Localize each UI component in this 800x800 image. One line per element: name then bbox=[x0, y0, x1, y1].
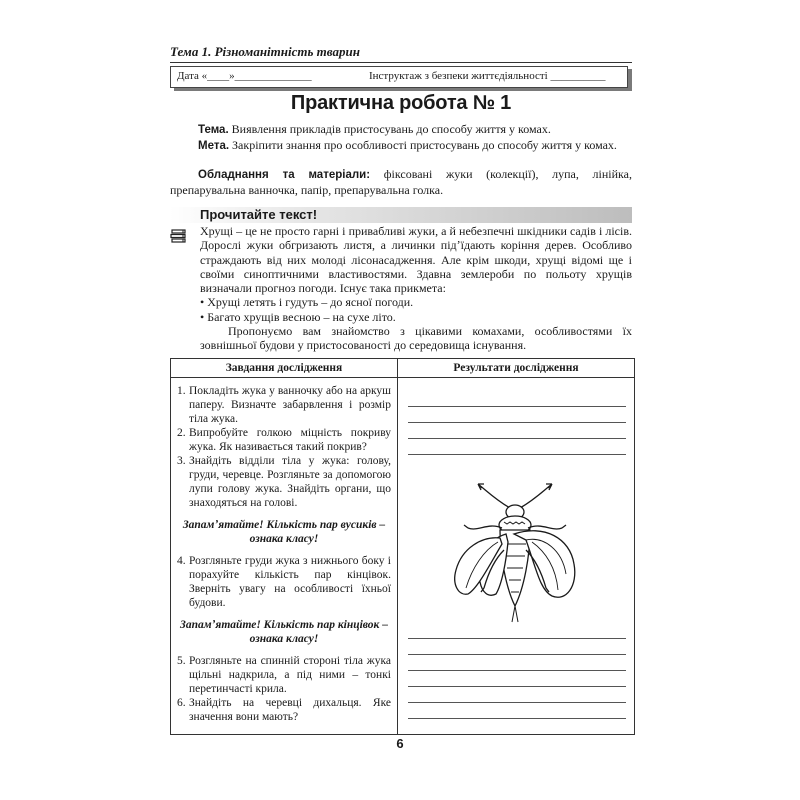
page-number: 6 bbox=[396, 736, 404, 751]
page-title: Практична робота № 1 bbox=[290, 92, 512, 114]
table-header-results: Результати дослідження bbox=[398, 359, 635, 378]
task-number: 1. bbox=[177, 385, 186, 397]
task-item bbox=[177, 384, 391, 426]
task-text: Випробуйте голкою міцність покриву жука. Як називається такий покрив? bbox=[189, 427, 391, 453]
task-text: Розгляньте на спинній стороні тіла жука щільні надкрила, а під ними – тонкі перетинчасті крила. bbox=[189, 655, 391, 695]
task-number: 4. bbox=[177, 555, 186, 567]
theme-text: Виявлення прикладів пристосувань до способу життя у комах. bbox=[228, 122, 551, 136]
tasks-list bbox=[171, 378, 397, 724]
reading-bullet: • Багато хрущів весною – на сухе літо. bbox=[200, 309, 396, 324]
answer-line[interactable] bbox=[408, 670, 626, 671]
read-prompt: Прочитайте текст! bbox=[200, 207, 318, 222]
read-prompt-bar bbox=[170, 205, 632, 225]
date-safety-box bbox=[170, 66, 628, 88]
date-field: Дата «____»______________ bbox=[177, 70, 312, 82]
answer-line[interactable] bbox=[408, 454, 626, 455]
reminder-note: Запамʼятайте! Кількість пар кінцівок – ознака класу! bbox=[179, 619, 389, 645]
answer-line[interactable] bbox=[408, 438, 626, 439]
answer-line[interactable] bbox=[408, 654, 626, 655]
answer-line[interactable] bbox=[408, 422, 626, 423]
answer-line[interactable] bbox=[408, 638, 626, 639]
goal-paragraph bbox=[170, 138, 632, 154]
task-item bbox=[177, 426, 391, 454]
book-stack-icon bbox=[170, 227, 188, 245]
equipment-label: Обладнання та матеріали: bbox=[198, 169, 371, 181]
results-area bbox=[398, 378, 634, 734]
task-number: 6. bbox=[177, 697, 186, 709]
task-item bbox=[177, 454, 391, 510]
task-number: 5. bbox=[177, 655, 186, 667]
task-number: 2. bbox=[177, 427, 186, 439]
reading-bullet: • Хрущі летять і гудуть – до ясної погоди. bbox=[200, 295, 414, 310]
task-text: Розгляньте груди жука з нижнього боку і порахуйте кількість пар кінцівок. Зверніть увагу на особливості їхньої будови. bbox=[189, 555, 391, 609]
reminder-note: Запамʼятайте! Кількість пар вусиків – ознака класу! bbox=[182, 519, 386, 545]
goal-text: Закріпити знання про особливості пристосувань до способу життя у комах. bbox=[229, 138, 617, 152]
task-item bbox=[177, 554, 391, 610]
header-divider bbox=[170, 62, 632, 63]
research-table bbox=[170, 358, 635, 735]
answer-line[interactable] bbox=[408, 406, 626, 407]
beetle-illustration bbox=[448, 478, 588, 628]
reading-text bbox=[200, 224, 632, 353]
goal-label: Мета. bbox=[198, 140, 230, 152]
reading-paragraph: Хрущі – це не просто гарні і привабливі жуки, а й небезпечні шкідники садів і лісів. Дорослі жуки обгризають листя, а личинки підʼїдають коріння дерев. Особливо страждають від них молоді лісонасадження. Але крім шкоди, хрущі відомі ще і своїми синоптичними властивостями. Здавна землероби по польоту хрущів визначали прогноз погоди. Існує така прикмета: bbox=[200, 224, 632, 296]
task-number: 3. bbox=[177, 455, 186, 467]
equipment-text: фіксовані жуки (колекції), лупа, лінійка, препарувальна ванночка, папір, препарувальна голка. bbox=[170, 167, 632, 197]
safety-briefing-field: Інструктаж з безпеки життєдіяльності __________ bbox=[369, 70, 606, 82]
theme-label: Тема. bbox=[198, 124, 229, 136]
results-cell bbox=[398, 378, 635, 735]
answer-line[interactable] bbox=[408, 718, 626, 719]
table-header-tasks: Завдання дослідження bbox=[171, 359, 398, 378]
equipment-paragraph bbox=[170, 167, 632, 198]
answer-line[interactable] bbox=[408, 686, 626, 687]
answer-line[interactable] bbox=[408, 702, 626, 703]
topic-header: Тема 1. Різноманітність тварин bbox=[170, 44, 360, 59]
theme-paragraph bbox=[170, 122, 632, 138]
task-text: Знайдіть відділи тіла у жука: голову, груди, черевце. Розгляньте за допомогою лупи голову жука. Знайдіть органи, що знаходяться на голові. bbox=[189, 455, 391, 509]
task-text: Знайдіть на черевці дихальця. Яке значення вони мають? bbox=[189, 697, 391, 723]
reading-paragraph: Пропонуємо вам знайомство з цікавими комахами, особливостями їх зовнішньої будови у пристосованості до середовища існування. bbox=[200, 324, 632, 353]
task-text: Покладіть жука у ванночку або на аркуш паперу. Визначте забарвлення і розмір тіла жука. bbox=[189, 385, 391, 425]
tasks-cell bbox=[171, 378, 398, 735]
task-item bbox=[177, 696, 391, 724]
task-item bbox=[177, 654, 391, 696]
